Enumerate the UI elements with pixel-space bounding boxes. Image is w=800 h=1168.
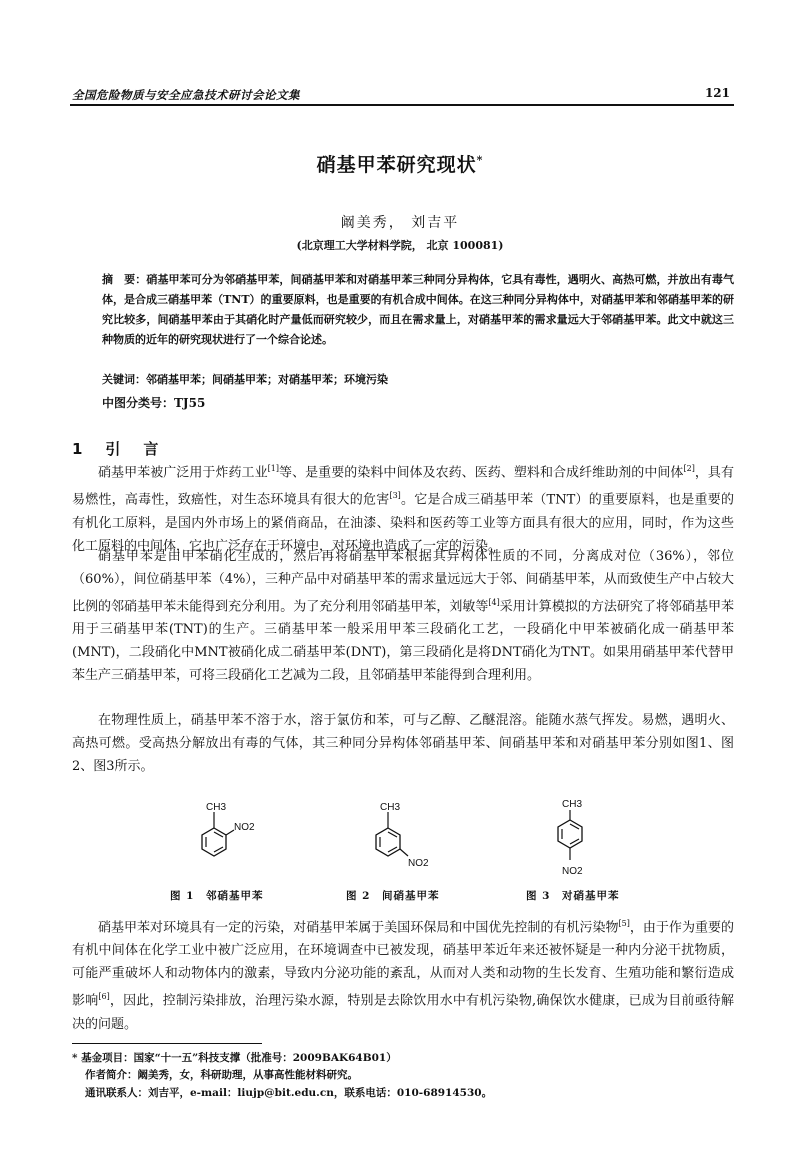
paragraph-4 <box>72 912 734 1036</box>
methyl-label: CH3 <box>380 802 401 813</box>
paragraph-1 <box>72 457 734 558</box>
text-run: 硝基甲苯是由甲苯硝化生成的，然后再将硝基甲苯根据其异构体性质的不同，分离成对位（36%），邻位（60%），间位硝基甲苯（4%），三种产品中对硝基甲苯的需求量远远大于邻、间硝基甲苯，从而致使生产中占较大比例的邻硝基甲苯未能得到充分利用。为了充分利用邻硝基甲苯，刘敏等 <box>72 549 734 615</box>
abstract: 摘 要：硝基甲苯可分为邻硝基甲苯，间硝基甲苯和对硝基甲苯三种同分异构体，它具有毒性，遇明火、高热可燃，并放出有毒气体，是合成三硝基甲苯（TNT）的重要原料，也是重要的有机合成中间体。在这三种同分异构体中，对硝基甲苯和邻硝基甲苯的研究比较多，间硝基甲苯由于其硝化时产量低而研究较少，而且在需求量上，对硝基甲苯的需求量远大于邻硝基甲苯。此文中就这三种物质的近年的研究现状进行了一个综合论述。 <box>102 273 734 346</box>
figure-2-meta-nitrotoluene <box>352 798 452 888</box>
keywords: 关键词：邻硝基甲苯；间硝基甲苯；对硝基甲苯；环境污染 <box>102 373 388 386</box>
text-run: 采用计算模拟的方法研究了将邻硝基甲苯用于三硝基甲苯(TNT)的生产。三硝基甲苯一般采用甲苯三段硝化工艺，一段硝化中甲苯被硝化成一硝基甲苯(MNT)，二段硝化中MNT被硝化成二硝基甲苯(DNT)，第三段硝化是将DNT硝化为TNT。如果用硝基甲苯代替甲苯生产三硝基甲苯，可将三段硝化工艺减为二段，且邻硝基甲苯能得到合理利用。 <box>72 599 734 684</box>
paragraph-2 <box>72 545 734 687</box>
affiliation: (北京理工大学材料学院， 北京 100081) <box>296 239 504 252</box>
footnote-author-bio: 作者简介：阚美秀，女，科研助理，从事高性能材料研究。 <box>85 1069 358 1081</box>
classification-number: 中图分类号：TJ55 <box>102 396 206 410</box>
citation: [2] <box>683 464 695 473</box>
structure-para <box>532 798 632 888</box>
nitro-label: NO2 <box>408 858 429 869</box>
citation: [1] <box>267 464 279 473</box>
figure-2-caption: 图 2 间硝基甲苯 <box>346 890 440 902</box>
text-run: ，由于作为重要的有机中间体在化学工业中被广泛应用，在环境调查中已被发现，硝基甲苯近年来还被怀疑是一种内分泌干扰物质，可能严重破坏人和动物体内的激素，导致内分泌功能的紊乱，从而对人类和动物的生长发育、生殖功能和繁衍造成影响 <box>72 920 734 1009</box>
paper-title <box>0 150 800 177</box>
section-heading-introduction: 1 引 言 <box>72 440 163 458</box>
footnote-fund: * 基金项目：国家“十一五”科技支撑（批准号：2009BAK64B01） <box>72 1052 397 1064</box>
title-footnote-mark: * <box>476 153 484 167</box>
paragraph-3: 在物理性质上，硝基甲苯不溶于水，溶于氯仿和苯，可与乙醇、乙醚混溶。能随水蒸气挥发。易燃，遇明火、高热可燃。受高热分解放出有毒的气体，其三种同分异构体邻硝基甲苯、间硝基甲苯和对硝基甲苯分别如图1、图2、图3所示。 <box>72 713 734 774</box>
header-rule <box>70 104 734 106</box>
nitro-label: NO2 <box>562 866 583 877</box>
structure-ortho <box>178 798 278 888</box>
methyl-label: CH3 <box>562 799 583 810</box>
figure-3-para-nitrotoluene <box>532 798 632 888</box>
text-run: ，因此，控制污染排放，治理污染水源，特别是去除饮用水中有机污染物,确保饮水健康，已成为目前亟待解决的问题。 <box>72 993 734 1032</box>
figure-1-caption: 图 1 邻硝基甲苯 <box>170 890 264 902</box>
title-text: 硝基甲苯研究现状 <box>316 154 477 176</box>
citation: [6] <box>98 992 110 1002</box>
authors: 阚美秀， 刘吉平 <box>340 215 460 231</box>
running-header: 全国危险物质与安全应急技术研讨会论文集 <box>72 88 300 102</box>
nitro-label: NO2 <box>234 822 255 833</box>
text-run: ，具有易燃性，高毒性，致癌性，对生态环境具有很大的危害 <box>72 465 734 508</box>
footnote-rule <box>72 1043 262 1044</box>
structure-meta <box>352 798 452 888</box>
methyl-label: CH3 <box>206 802 227 813</box>
text-run: 。它是合成三硝基甲苯（TNT）的重要原料，也是重要的有机化工原料，是国内外市场上的紧俏商品，在油漆、染料和医药等工业等方面具有很大的应用，同时，作为这些化工原料的中间体，它也广泛存在于环境中，对环境也造成了一定的污染。 <box>72 492 734 554</box>
footnote-contact: 通讯联系人：刘吉平，e-mail：liujp@bit.edu.cn，联系电话：010-68914530。 <box>85 1087 493 1099</box>
citation: [4] <box>488 598 500 607</box>
citation: [3] <box>389 491 401 501</box>
text-run: 硝基甲苯被广泛用于炸药工业 <box>98 465 268 481</box>
figure-3-caption: 图 3 对硝基甲苯 <box>526 890 620 902</box>
citation: [5] <box>618 919 630 928</box>
text-run: 等、是重要的染料中间体及农药、医药、塑料和合成纤维助剂的中间体 <box>278 465 684 481</box>
text-run: 硝基甲苯对环境具有一定的污染，对硝基甲苯属于美国环保局和中国优先控制的有机污染物 <box>98 920 619 936</box>
page-number: 121 <box>704 86 730 100</box>
figure-1-ortho-nitrotoluene <box>178 798 278 888</box>
